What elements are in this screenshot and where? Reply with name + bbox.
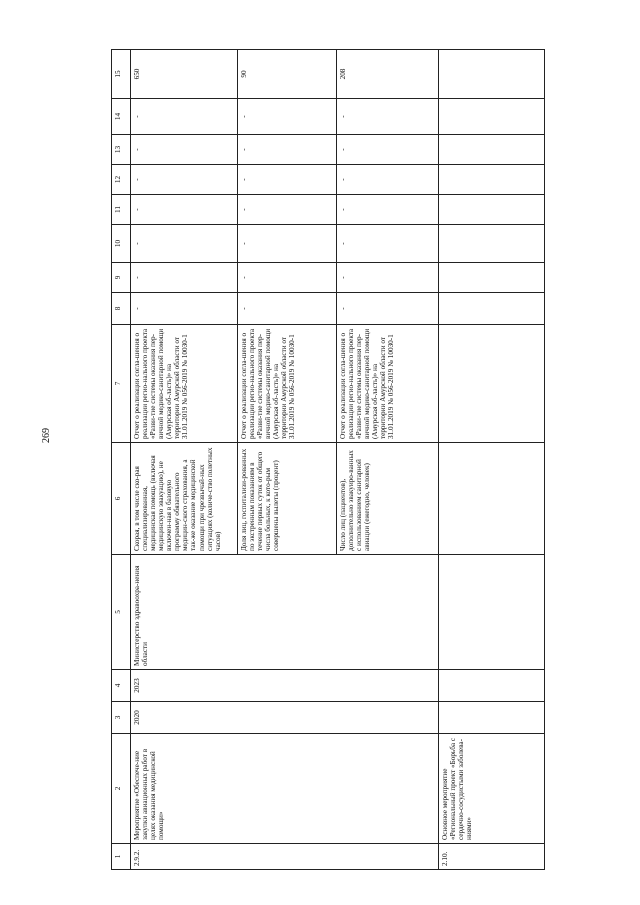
value-cell: 90 xyxy=(238,50,337,99)
col-header-9: 9 xyxy=(112,263,131,293)
empty-cell xyxy=(439,702,545,734)
empty-cell xyxy=(439,195,545,225)
col-header-14: 14 xyxy=(112,99,131,135)
value-cell: - xyxy=(337,293,439,325)
col-header-7: 7 xyxy=(112,325,131,443)
value-cell: - xyxy=(238,293,337,325)
col-header-2: 2 xyxy=(112,734,131,844)
col-header-13: 13 xyxy=(112,135,131,165)
end-year: 2023 xyxy=(131,670,439,702)
col-header-11: 11 xyxy=(112,195,131,225)
responsible-executor: Министерство здравоохра-нения области xyxy=(131,555,439,670)
col-header-10: 10 xyxy=(112,225,131,263)
value-cell: - xyxy=(337,135,439,165)
value-cell: - xyxy=(238,165,337,195)
value-cell: - xyxy=(131,293,238,325)
col-header-15: 15 xyxy=(112,50,131,99)
result-text: Отчет о реализации согла-шения о реализации регио-нального проекта «Разви-тие системы оказания пер-вичной медико-санитарной помощи (Амурская об-ласть)» на территории Амурской области от 31.01.2019 № 056-2019 № 10030-1 xyxy=(131,325,238,443)
value-cell: - xyxy=(238,99,337,135)
value-cell: - xyxy=(131,99,238,135)
empty-cell xyxy=(439,263,545,293)
program-measures-table xyxy=(111,49,545,870)
col-header-4: 4 xyxy=(112,670,131,702)
table-row xyxy=(131,50,238,870)
value-cell: - xyxy=(337,99,439,135)
value-cell: - xyxy=(131,165,238,195)
empty-cell xyxy=(439,50,545,99)
value-cell: - xyxy=(238,263,337,293)
table-row xyxy=(439,50,545,870)
col-header-8: 8 xyxy=(112,293,131,325)
value-cell: - xyxy=(337,225,439,263)
empty-cell xyxy=(439,443,545,555)
value-cell: - xyxy=(337,263,439,293)
value-cell: - xyxy=(131,225,238,263)
col-header-5: 5 xyxy=(112,555,131,670)
value-cell: - xyxy=(238,225,337,263)
value-cell: 208 xyxy=(337,50,439,99)
page-number: 269 xyxy=(41,428,52,443)
col-header-6: 6 xyxy=(112,443,131,555)
empty-cell xyxy=(439,135,545,165)
row-number: 2.10. xyxy=(439,844,545,870)
value-cell: - xyxy=(238,195,337,225)
value-cell: - xyxy=(337,165,439,195)
indicator-text: Скорая, в том числе ско-рая специализированная, медицинская помощь (включая медицинскую эвакуацию), не включен-ная в базовую программу обязательного медицин-ского страхования, а так-же оказание медицинской помощи при чрезвычай-ных ситуациях (количе-ство полетных часов) xyxy=(131,443,238,555)
row-number: 2.9.2. xyxy=(131,844,439,870)
col-header-12: 12 xyxy=(112,165,131,195)
value-cell: 650 xyxy=(131,50,238,99)
start-year: 2020 xyxy=(131,702,439,734)
empty-cell xyxy=(439,670,545,702)
col-header-1: 1 xyxy=(112,844,131,870)
empty-cell xyxy=(439,225,545,263)
measure-name: Мероприятие «Обеспече-ние закупки авиационных работ в целях оказания медицинской помощи» xyxy=(131,734,439,844)
value-cell: - xyxy=(131,263,238,293)
header-row xyxy=(112,50,131,870)
indicator-text: Доля лиц, госпитализи-рованных по экстренным показаниям в течение первых суток от общего числа больных, к кото-рым совершены вылеты (процент) xyxy=(238,443,337,555)
result-text: Отчет о реализации согла-шения о реализации регио-нального проекта «Разви-тие системы оказания пер-вичной медико-санитарной помощи (Амурская об-ласть)» на территории Амурской области от 31.01.2019 № 056-2019 № 10030-1 xyxy=(337,325,439,443)
result-text: Отчет о реализации согла-шения о реализации регио-нального проекта «Разви-тие системы оказания пер-вичной медико-санитарной помощи (Амурская об-ласть)» на территории Амурской области от 31.01.2019 № 056-2019 № 10030-1 xyxy=(238,325,337,443)
value-cell: - xyxy=(238,135,337,165)
empty-cell xyxy=(439,165,545,195)
value-cell: - xyxy=(337,195,439,225)
value-cell: - xyxy=(131,135,238,165)
indicator-text: Число лиц (пациентов), дополнительно эвакуиро-ванных с использованием санитарной авиации (ежегодно, человек) xyxy=(337,443,439,555)
empty-cell xyxy=(439,99,545,135)
rotated-table-wrapper xyxy=(111,50,546,870)
empty-cell xyxy=(439,555,545,670)
empty-cell xyxy=(439,325,545,443)
col-header-3: 3 xyxy=(112,702,131,734)
empty-cell xyxy=(439,293,545,325)
value-cell: - xyxy=(131,195,238,225)
measure-name: Основное мероприятие «Региональный проект «Борьба с сердечно-сосудистыми заболева-ниями» xyxy=(439,734,545,844)
